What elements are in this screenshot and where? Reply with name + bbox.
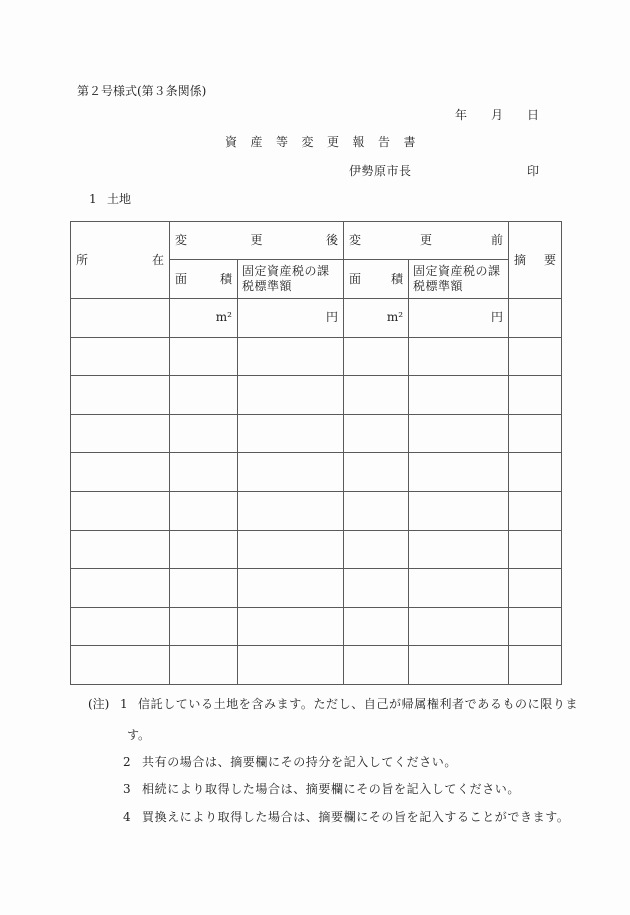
cell-before-area[interactable] [344, 607, 409, 646]
cell-before-area[interactable] [344, 299, 409, 338]
header-before-change: 変 更 前 [344, 222, 509, 260]
table-row [71, 414, 562, 453]
note-number: 1 [120, 697, 128, 711]
cell-after-tax-base[interactable] [238, 337, 344, 376]
date-month-label: 月 [491, 108, 504, 122]
unit-square-meter: m² [215, 310, 232, 325]
table-row [71, 376, 562, 415]
header-after-tax-base: 固定資産税の課税標準額 [238, 260, 344, 299]
cell-before-tax-base[interactable] [409, 453, 509, 492]
note-text: 相続により取得した場合は、摘要欄にその旨を記入してください。 [142, 782, 521, 796]
cell-location[interactable] [71, 414, 170, 453]
date-year-label: 年 [455, 108, 468, 122]
cell-before-area[interactable] [344, 376, 409, 415]
notes-label: (注) [88, 697, 110, 711]
table-row [71, 607, 562, 646]
unit-yen: 円 [326, 310, 339, 325]
note-number: 2 [123, 755, 131, 769]
cell-after-area[interactable] [170, 453, 238, 492]
cell-location[interactable] [71, 530, 170, 569]
cell-remarks[interactable] [509, 299, 562, 338]
cell-before-area[interactable] [344, 646, 409, 685]
cell-remarks[interactable] [509, 530, 562, 569]
cell-location[interactable] [71, 299, 170, 338]
cell-after-tax-base[interactable] [238, 607, 344, 646]
header-after-area: 面 積 [170, 260, 238, 299]
cell-before-tax-base[interactable] [409, 299, 509, 338]
cell-location[interactable] [71, 376, 170, 415]
seal-mark: 印 [527, 164, 540, 178]
cell-remarks[interactable] [509, 607, 562, 646]
cell-after-tax-base[interactable] [238, 414, 344, 453]
note-number: 4 [123, 810, 131, 824]
note-text: 信託している土地を含みます。ただし、自己が帰属権利者であるものに限りま [138, 697, 579, 711]
cell-before-area[interactable] [344, 491, 409, 530]
cell-after-area[interactable] [170, 491, 238, 530]
form-number: 第２号様式(第３条関係) [77, 84, 207, 98]
addressee: 伊勢原市長 [349, 164, 412, 178]
section-heading [89, 193, 131, 205]
header-before-area: 面 積 [344, 260, 409, 299]
cell-remarks[interactable] [509, 569, 562, 608]
land-change-table [70, 221, 562, 685]
cell-after-tax-base[interactable] [238, 646, 344, 685]
cell-after-tax-base[interactable] [238, 569, 344, 608]
cell-remarks[interactable] [509, 414, 562, 453]
note-text: 共有の場合は、摘要欄にその持分を記入してください。 [142, 755, 458, 769]
cell-after-area[interactable] [170, 569, 238, 608]
cell-before-tax-base[interactable] [409, 414, 509, 453]
cell-before-tax-base[interactable] [409, 569, 509, 608]
section-label: 土地 [107, 192, 132, 206]
cell-location[interactable] [71, 607, 170, 646]
cell-before-area[interactable] [344, 453, 409, 492]
cell-before-area[interactable] [344, 530, 409, 569]
cell-after-tax-base[interactable] [238, 299, 344, 338]
note-number: 3 [123, 782, 131, 796]
cell-remarks[interactable] [509, 453, 562, 492]
cell-before-tax-base[interactable] [409, 530, 509, 569]
unit-yen: 円 [491, 310, 504, 325]
header-before-tax-base: 固定資産税の課税標準額 [409, 260, 509, 299]
note-text-continued: す。 [127, 728, 151, 742]
cell-remarks[interactable] [509, 376, 562, 415]
date-day-label: 日 [527, 108, 540, 122]
header-after-change: 変 更 後 [170, 222, 344, 260]
table-row [71, 337, 562, 376]
cell-before-area[interactable] [344, 337, 409, 376]
cell-after-area[interactable] [170, 530, 238, 569]
cell-location[interactable] [71, 337, 170, 376]
table-row [71, 299, 562, 338]
cell-after-tax-base[interactable] [238, 530, 344, 569]
cell-after-area[interactable] [170, 646, 238, 685]
cell-before-tax-base[interactable] [409, 607, 509, 646]
cell-before-area[interactable] [344, 569, 409, 608]
cell-after-area[interactable] [170, 607, 238, 646]
table-row [71, 569, 562, 608]
table-row [71, 530, 562, 569]
cell-location[interactable] [71, 491, 170, 530]
unit-square-meter: m² [386, 310, 404, 325]
section-number: 1 [89, 192, 97, 206]
cell-remarks[interactable] [509, 337, 562, 376]
cell-before-tax-base[interactable] [409, 646, 509, 685]
header-location: 所 在 [71, 222, 170, 299]
table-row [71, 491, 562, 530]
cell-remarks[interactable] [509, 491, 562, 530]
cell-location[interactable] [71, 569, 170, 608]
cell-after-area[interactable] [170, 337, 238, 376]
cell-remarks[interactable] [509, 646, 562, 685]
cell-before-tax-base[interactable] [409, 491, 509, 530]
cell-after-area[interactable] [170, 376, 238, 415]
cell-after-tax-base[interactable] [238, 376, 344, 415]
cell-after-tax-base[interactable] [238, 453, 344, 492]
cell-after-area[interactable] [170, 299, 238, 338]
header-remarks: 摘 要 [509, 222, 562, 299]
table-row [71, 453, 562, 492]
cell-location[interactable] [71, 646, 170, 685]
cell-location[interactable] [71, 453, 170, 492]
table-row [71, 646, 562, 685]
cell-before-area[interactable] [344, 414, 409, 453]
document-title: 資産等変更報告書 [225, 135, 430, 149]
note-text: 買換えにより取得した場合は、摘要欄にその旨を記入することができます。 [142, 810, 570, 824]
cell-after-area[interactable] [170, 414, 238, 453]
cell-before-tax-base[interactable] [409, 337, 509, 376]
cell-after-tax-base[interactable] [238, 491, 344, 530]
cell-before-tax-base[interactable] [409, 376, 509, 415]
